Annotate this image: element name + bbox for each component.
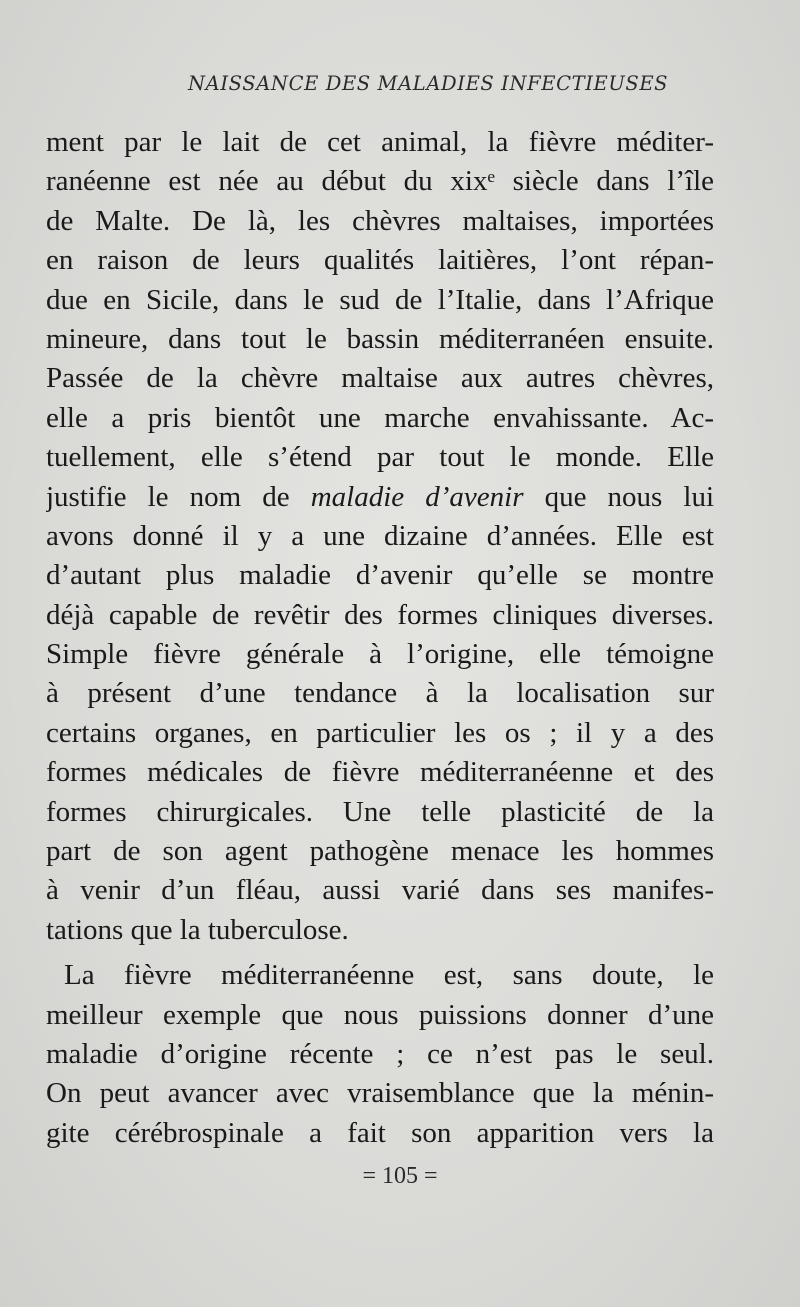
text-line: tations que la tuberculose.: [46, 913, 349, 946]
text-line: due en Sicile, dans le sud de l’Italie, dans l’Afrique: [46, 283, 714, 316]
paragraph-2: [46, 956, 714, 1153]
text-line: justifie le nom de maladie d’avenir que nous lui: [46, 480, 714, 513]
text-line: La fièvre méditerranéenne est, sans doute, le: [64, 959, 714, 992]
text-line: à venir d’un fléau, aussi varié dans ses manifes-: [46, 874, 714, 907]
text-line: maladie d’origine récente ; ce n’est pas le seul.: [46, 1037, 714, 1070]
running-head: NAISSANCE DES MALADIES INFECTIEUSES: [188, 72, 669, 95]
text-line: Passée de la chèvre maltaise aux autres chèvres,: [46, 362, 714, 395]
text-line: à présent d’une tendance à la localisation sur: [46, 677, 714, 710]
text-line: certains organes, en particulier les os ; il y a des: [46, 716, 714, 749]
text-line: meilleur exemple que nous puissions donner d’une: [46, 998, 714, 1031]
text-line: avons donné il y a une dizaine d’années. Elle est: [46, 519, 714, 552]
text-line: de Malte. De là, les chèvres maltaises, importées: [46, 204, 714, 237]
text-line: déjà capable de revêtir des formes cliniques diverses.: [46, 598, 714, 631]
text-line: mineure, dans tout le bassin méditerranéen ensuite.: [46, 322, 714, 355]
emphasized-phrase: maladie d’avenir: [310, 480, 524, 513]
text-line: elle a pris bientôt une marche envahissante. Ac-: [46, 401, 714, 434]
text-line: ranéenne est née au début du xixᵉ siècle dans l’île: [46, 165, 714, 198]
text-line: gite cérébrospinale a fait son apparition vers la: [46, 1116, 714, 1149]
text-line: Simple fièvre générale à l’origine, elle témoigne: [46, 638, 714, 671]
body-text: [46, 123, 714, 1153]
text-line: On peut avancer avec vraisemblance que la ménin-: [46, 1077, 714, 1110]
text-line: formes médicales de fièvre méditerranéenne et des: [46, 756, 714, 789]
text-line: tuellement, elle s’étend par tout le monde. Elle: [46, 441, 714, 474]
text-line: ment par le lait de cet animal, la fièvre méditer-: [46, 126, 714, 158]
text-line: formes chirurgicales. Une telle plasticité de la: [46, 795, 714, 828]
text-line: d’autant plus maladie d’avenir qu’elle se montre: [46, 559, 714, 592]
paragraph-1: [46, 123, 714, 950]
text-line: en raison de leurs qualités laitières, l’ont répan-: [46, 244, 714, 277]
text-line: part de son agent pathogène menace les hommes: [46, 835, 714, 868]
page-number: = 105 =: [362, 1163, 438, 1189]
